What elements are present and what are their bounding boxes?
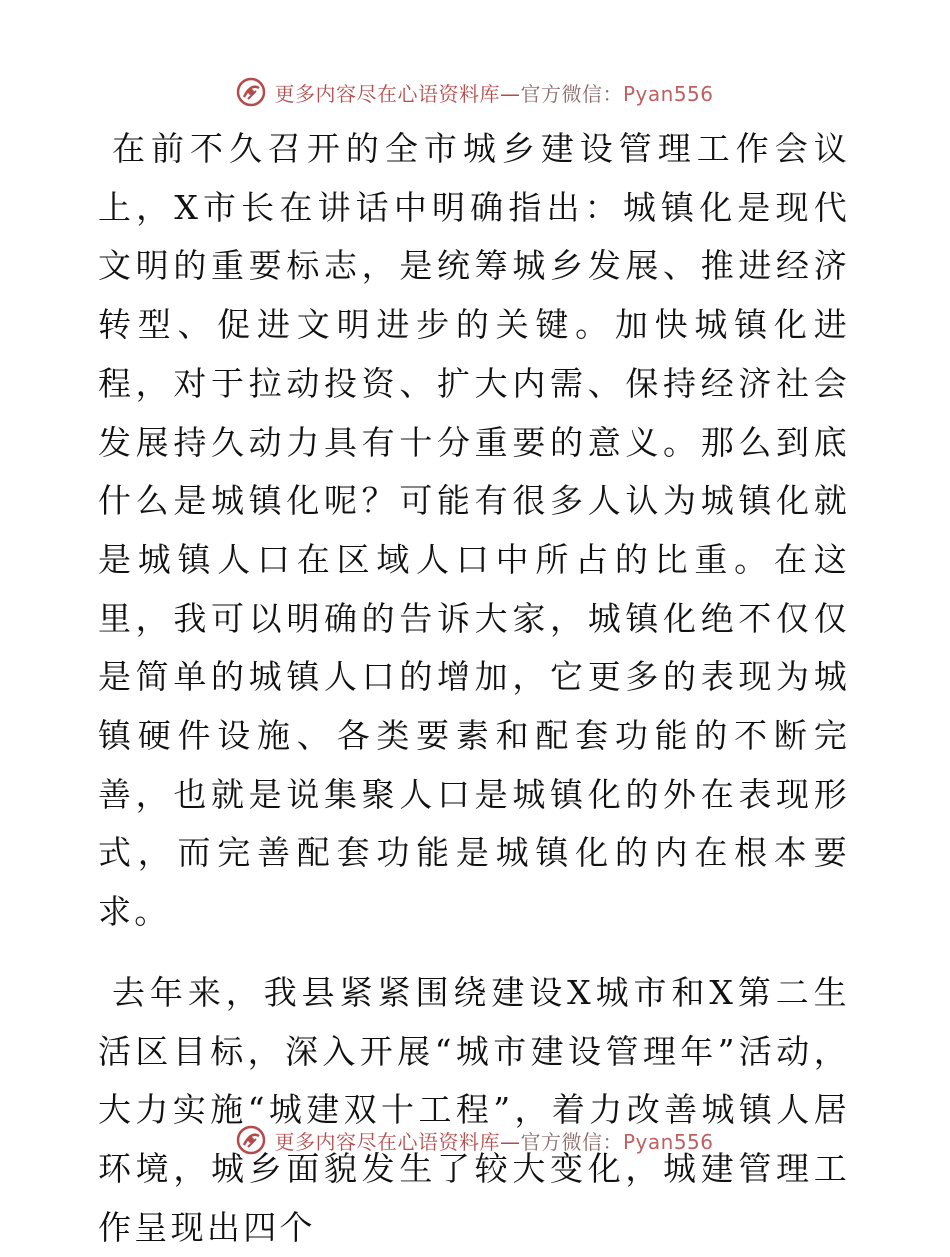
header-banner — [0, 72, 950, 112]
paragraph-1: 在前不久召开的全市城乡建设管理工作会议上，X市长在讲话中明确指出：城镇化是现代文明的重要标志，是统筹城乡发展、推进经济转型、促进文明进步的关键。加快城镇化进程，对于拉动投资、扩大内需、保持经济社会发展持久动力具有十分重要的意义。那么到底什么是城镇化呢？可能有很多人认为城镇化就是城镇人口在区域人口中所占的比重。在这里，我可以明确的告诉大家，城镇化绝不仅仅是简单的城镇人口的增加，它更多的表现为城镇硬件设施、各类要素和配套功能的不断完善，也就是说集聚人口是城镇化的外在表现形式，而完善配套功能是城镇化的内在根本要求。 — [98, 129, 850, 932]
banner-wechat-id: Pyan556 — [622, 1129, 714, 1154]
banner-site-text: 更多内容尽在心语资料库 — [274, 1129, 500, 1154]
logo-icon — [236, 77, 266, 107]
logo-icon — [236, 1125, 266, 1155]
banner-wechat-id: Pyan556 — [622, 81, 714, 106]
footer-banner-text — [274, 1126, 713, 1155]
header-banner-text — [274, 78, 713, 107]
banner-wechat-label: 官方微信： — [520, 81, 623, 106]
banner-dash: — — [499, 1129, 521, 1154]
footer-banner — [0, 1120, 950, 1160]
banner-wechat-label: 官方微信： — [520, 1129, 623, 1154]
paragraph-2: 去年来，我县紧紧围绕建设X城市和X第二生活区目标，深入开展“城市建设管理年”活动，大力实施“城建双十工程”，着力改善城镇人居环境，城乡面貌发生了较大变化，城建管理工作呈现出四个 — [98, 972, 850, 1247]
banner-site-text: 更多内容尽在心语资料库 — [274, 81, 500, 106]
banner-dash: — — [499, 81, 521, 106]
document-body — [98, 120, 850, 1257]
